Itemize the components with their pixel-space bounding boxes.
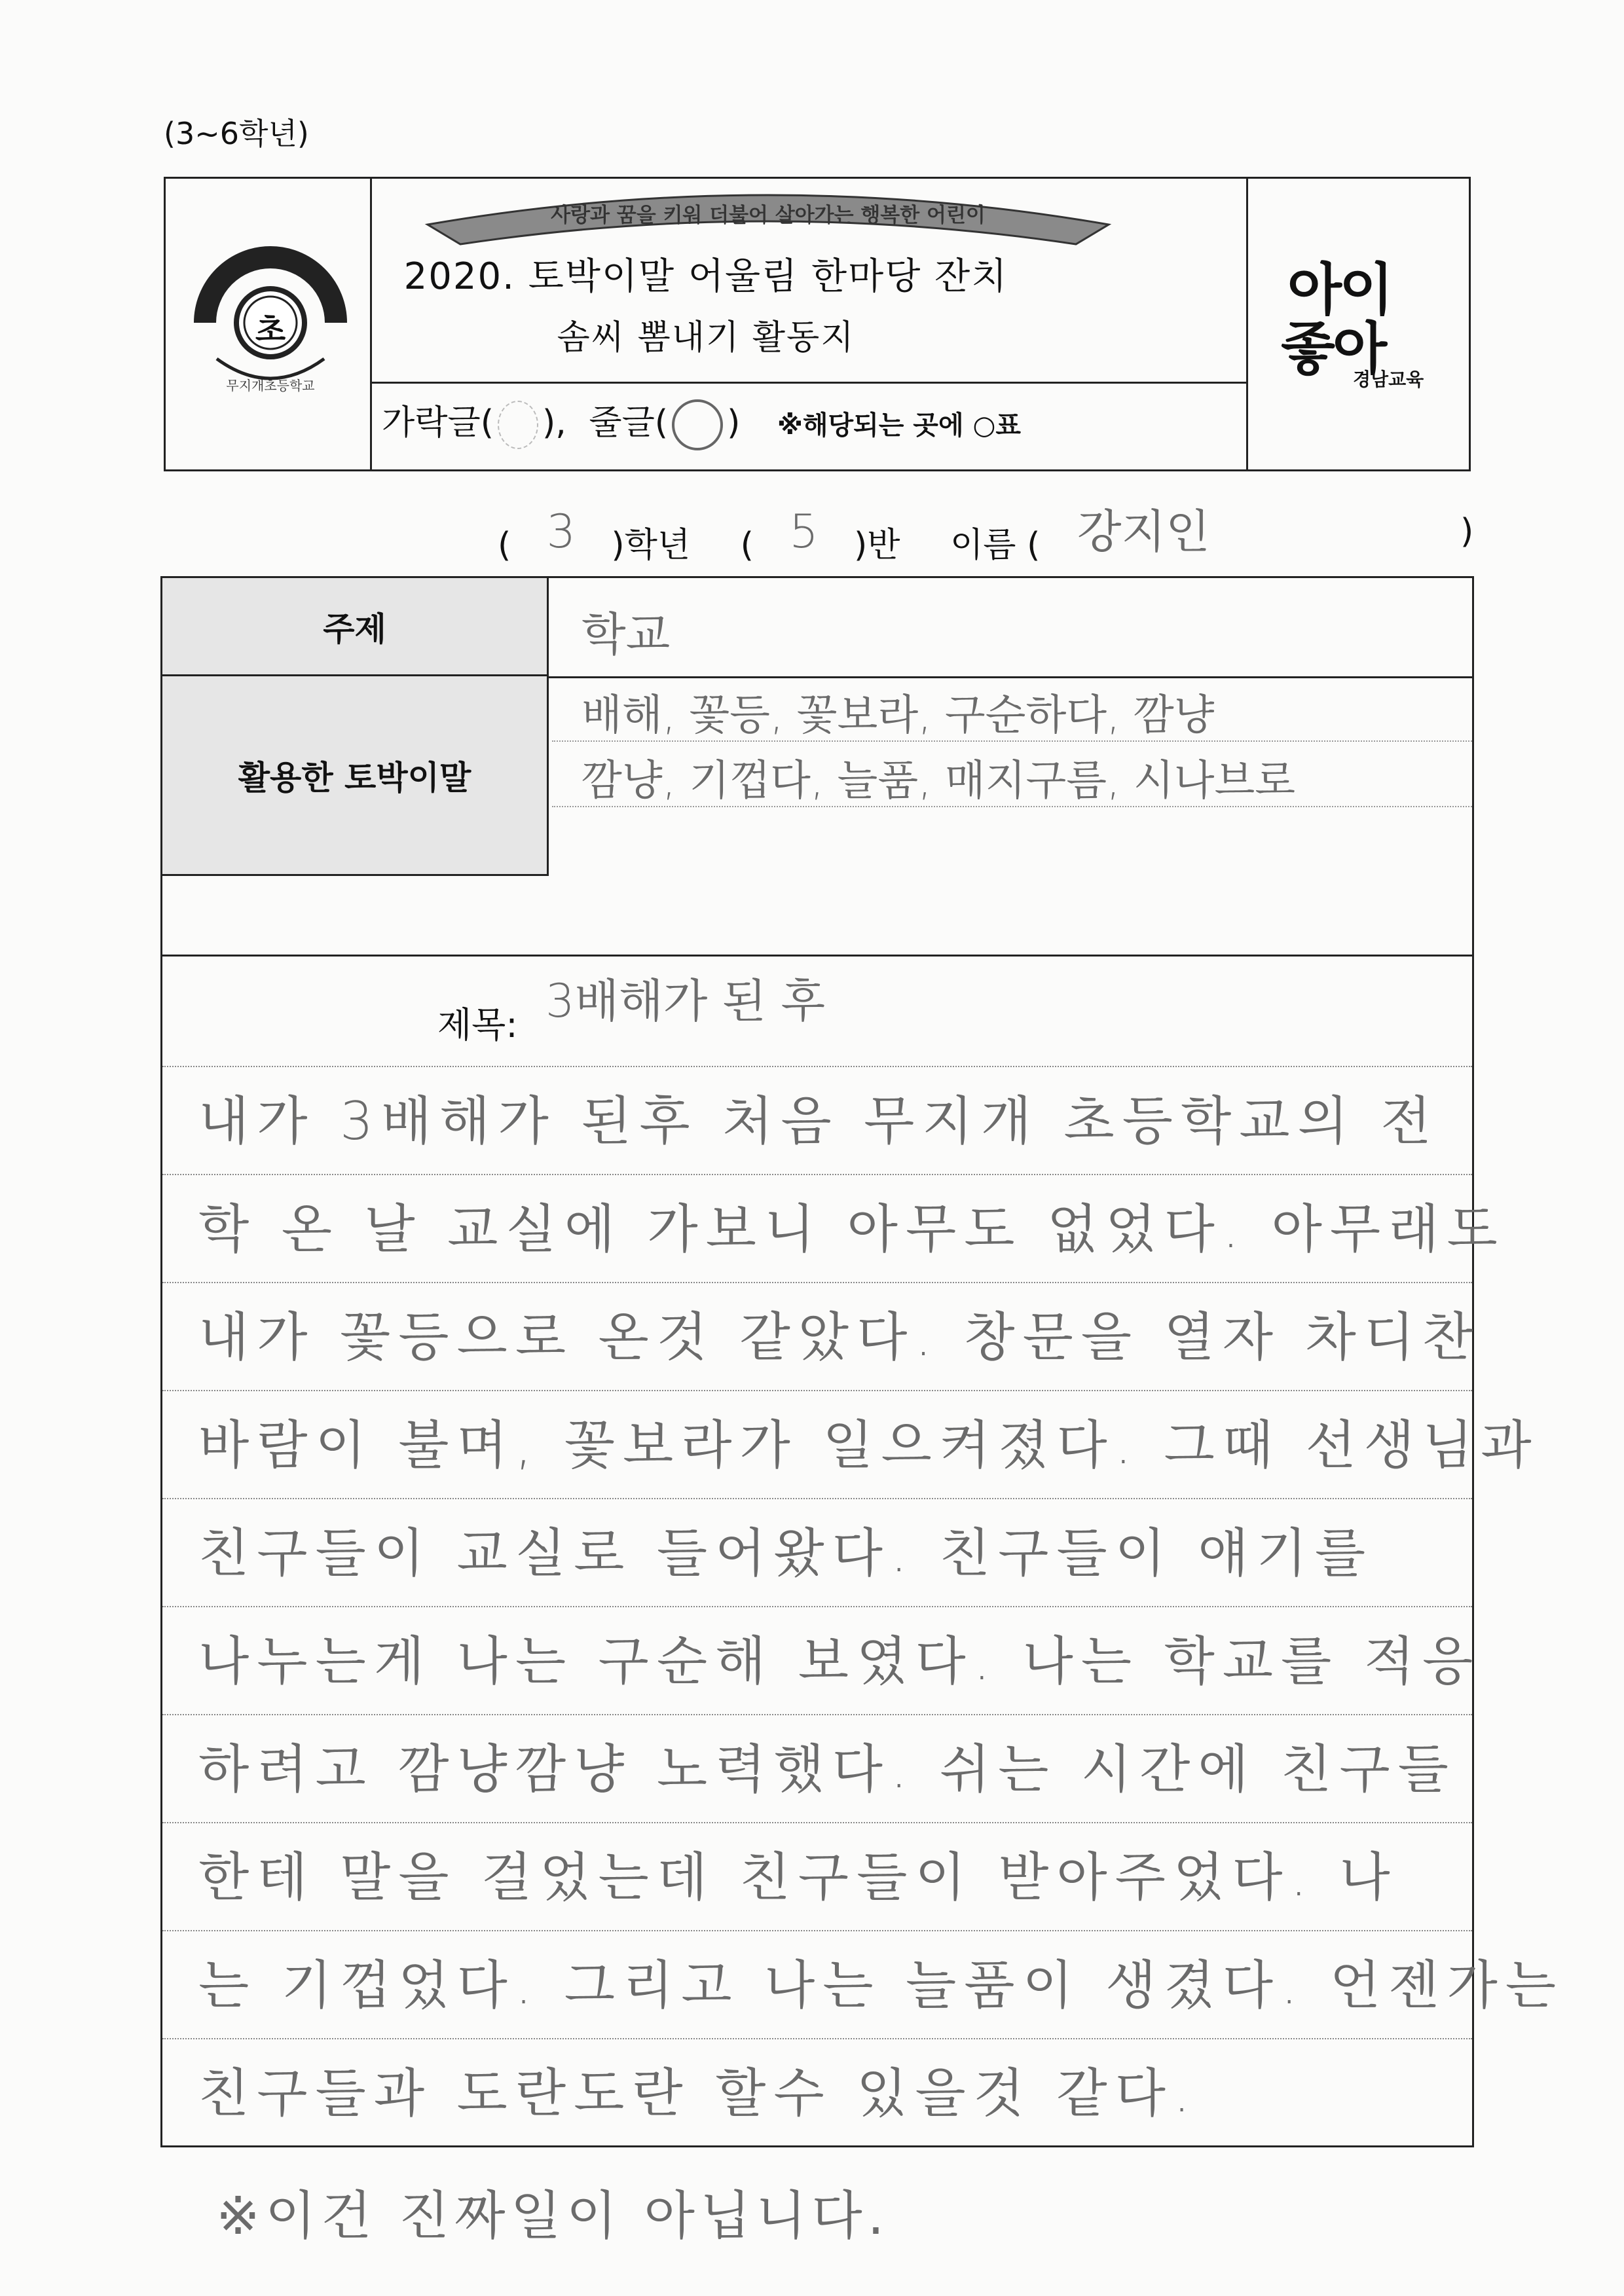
essay-title-value[interactable]: 3배해가 된 후 [545,974,826,1028]
brand-logo [1274,244,1451,395]
class-label: )반 [854,526,900,565]
worksheet-title: 솜씨 뽐내기 활동지 [557,318,855,357]
ruled-line [162,1390,1472,1391]
handwritten-footnote: ※이건 진짜일이 아닙니다. [216,2185,890,2246]
option-verse-close: ), [542,403,566,443]
circle-instruction: ※해당되는 곳에 ○표 [777,410,1022,441]
essay-line[interactable]: 는 기껍었다. 그리고 나는 늘품이 생겼다. 언젠가는 [198,1955,1564,2016]
topic-label: 주제 [162,578,549,676]
brand-logo-cell [1246,179,1469,469]
essay-line[interactable]: 한테 말을 걸었는데 친구들이 받아주었다. 나 [198,1847,1398,1908]
ruled-line [162,1282,1472,1283]
option-verse-label: 가락글( [382,403,494,443]
class-open-paren: ( [740,526,754,565]
grade-label: )학년 [611,526,691,565]
topic-value[interactable]: 학교 [581,608,671,661]
student-info-line [498,504,1210,570]
class-value[interactable]: 5 [789,505,819,558]
essay-line[interactable]: 나누는게 나는 구순해 보였다. 나는 학교를 적응 [198,1631,1481,1692]
option-prose-label: 줄글( [589,403,669,443]
option-verse-circle[interactable] [498,401,538,449]
option-prose-close: ) [727,403,741,443]
words-line[interactable]: 깜냥, 기껍다, 늘품, 매지구름, 시나브로 [581,757,1296,805]
format-options [382,395,1021,450]
essay-line[interactable]: 친구들과 도란도란 할수 있을것 같다. [198,2063,1198,2124]
words-line[interactable]: 배해, 꽃등, 꽃보라, 구순하다, 깜냥 [581,691,1215,740]
header-divider [372,382,1248,384]
essay-line[interactable]: 학 온 날 교실에 가보니 아무도 없었다. 아무래도 [198,1199,1505,1260]
header-box [164,177,1471,471]
ruled-line [162,2038,1472,2039]
event-title: 2020. 토박이말 어울림 한마당 잔치 [403,255,1008,298]
essay-line[interactable]: 내가 꽃등으로 온것 같았다. 창문을 열자 차디찬 [198,1307,1481,1368]
essay-line[interactable]: 바람이 불며, 꽃보라가 일으켜졌다. 그때 선생님과 [198,1415,1540,1476]
ruled-line [162,1714,1472,1715]
ruled-line [162,1498,1472,1499]
brand-logo-line2: 좋아 [1281,316,1385,382]
ruled-line [162,1930,1472,1931]
grade-value[interactable]: 3 [546,505,576,558]
essay-line[interactable]: 하려고 깜냥깜냥 노력했다. 쉬는 시간에 친구들 [198,1739,1456,1800]
seal-glyph: 초 [255,312,286,348]
words-label: 활용한 토박이말 [162,676,549,876]
name-close-paren: ) [1460,512,1474,551]
name-value[interactable]: 강지인 [1077,505,1210,558]
section-divider [162,955,1472,957]
essay-title-label: 제목: [437,1004,518,1046]
essay-line[interactable]: 내가 3배해가 된후 처음 무지개 초등학교의 전 [198,1091,1439,1152]
worksheet-table [160,576,1564,2147]
motto-text: 사랑과 꿈을 키워 더불어 살아가는 행복한 어린이 [551,204,986,227]
brand-logo-line1: 아이 [1287,257,1392,323]
ruled-line [162,1174,1472,1175]
brand-logo-sub: 경남교육 [1353,369,1424,390]
ruled-line [162,1822,1472,1823]
essay-line[interactable]: 친구들이 교실로 들어왔다. 친구들이 얘기를 [198,1523,1374,1584]
name-label: 이름 ( [950,526,1041,565]
option-prose-circle-marked[interactable] [672,399,723,450]
grade-open-paren: ( [498,526,511,565]
ruled-line [162,1606,1472,1607]
seal-school-name: 무지개초등학교 [226,378,315,393]
grade-range-label: (3~6학년) [164,116,309,151]
ruled-line [162,1066,1472,1067]
